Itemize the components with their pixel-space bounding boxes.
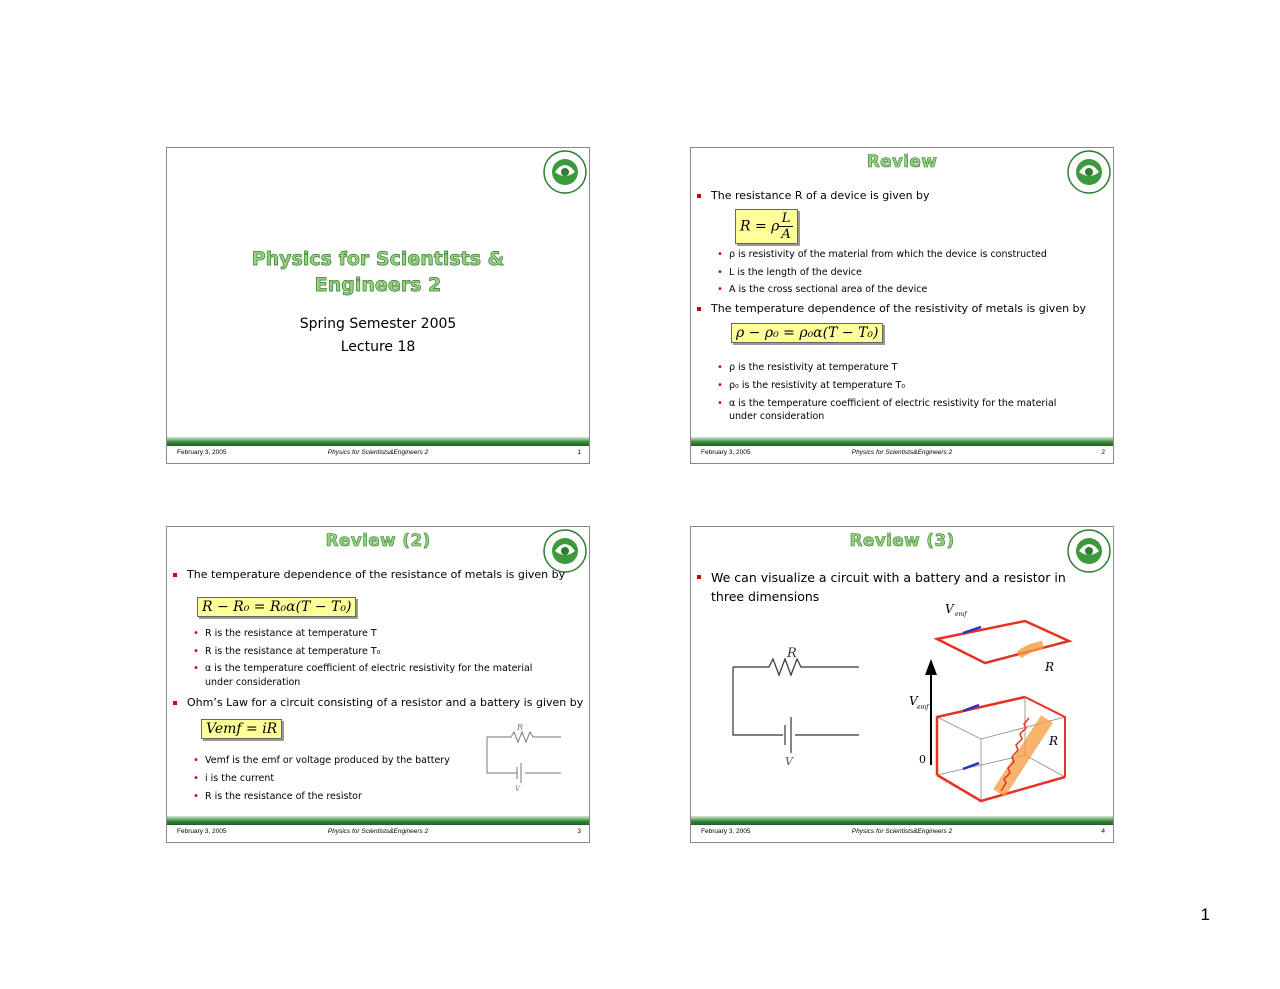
bullet: The temperature dependence of the resistance of metals is given by	[173, 568, 565, 582]
department-logo-icon	[543, 150, 587, 194]
slide-footer	[167, 816, 589, 842]
sub-bullet: • R is the resistance at temperature T	[193, 627, 377, 640]
footer-date: February 3, 2005	[177, 828, 227, 835]
circuit-3d-diagram	[901, 597, 1091, 812]
footer-course: Physics for Scientists&Engineers 2	[851, 828, 953, 835]
footer-band	[691, 437, 1113, 446]
footer-band	[167, 437, 589, 446]
formula-resistivity: ρ − ρ₀ = ρ₀α(T − T₀)	[731, 323, 883, 343]
bullet-continued: three dimensions	[711, 589, 820, 604]
top-R-label: R	[1045, 660, 1055, 674]
slide-footer	[691, 816, 1113, 842]
footer-course: Physics for Scientists&Engineers 2	[327, 828, 429, 835]
slide-1	[166, 147, 590, 464]
footer-band	[167, 816, 589, 825]
slide-number: 1	[577, 449, 581, 456]
slide-footer	[691, 437, 1113, 463]
footer-date: February 3, 2005	[177, 449, 227, 456]
sub-bullet: • ρ is the resistivity at temperature T	[717, 361, 897, 374]
sub-bullet: • ρ is resistivity of the material from which the device is constructed	[717, 248, 1047, 261]
slide-number: 2	[1101, 449, 1105, 456]
sub-bullet: • Vemf is the emf or voltage produced by the battery	[193, 754, 450, 767]
sub-bullet: • R is the resistance of the resistor	[193, 790, 362, 803]
axis-emf-label: emf	[917, 704, 929, 711]
slide-number: 4	[1101, 828, 1105, 835]
small-circuit-V-label: V	[515, 785, 521, 793]
footer-band	[691, 816, 1113, 825]
formula-ohms-law: Vemf = iR	[201, 719, 282, 739]
sub-bullet-continued: under consideration	[205, 677, 301, 688]
slide-title: Review (3)	[849, 531, 955, 551]
footer-date: February 3, 2005	[701, 828, 751, 835]
formula-resistance: R = ρ $\frac{L}{A}$	[735, 209, 798, 244]
sub-bullet: • R is the resistance at temperature T₀	[193, 645, 381, 658]
bullet: Ohm’s Law for a circuit consisting of a resistor and a battery is given by	[173, 696, 583, 710]
sub-bullet: • ρ₀ is the resistivity at temperature T₀	[717, 379, 905, 392]
title-line-2: Engineers 2	[314, 274, 442, 296]
page-number: 1	[1200, 905, 1210, 924]
bullet: The temperature dependence of the resistivity of metals is given by	[697, 302, 1086, 316]
slide-3	[166, 526, 590, 843]
small-circuit-diagram	[483, 723, 563, 793]
slide-number: 3	[577, 828, 581, 835]
footer-course: Physics for Scientists&Engineers 2	[851, 449, 953, 456]
slide-4	[690, 526, 1114, 843]
top-V-label: V	[945, 602, 954, 616]
sub-bullet: • i is the current	[193, 772, 274, 785]
slide-title: Review	[866, 152, 938, 172]
circuit-2d-diagram	[729, 645, 861, 775]
slide-2	[690, 147, 1114, 464]
sub-bullet: • A is the cross sectional area of the device	[717, 283, 927, 296]
circuit-2d-R-label: R	[787, 646, 797, 661]
slide-footer	[167, 437, 589, 463]
axis-zero-label: 0	[919, 753, 926, 766]
formula-resistance-temp: R − R₀ = R₀α(T − T₀)	[197, 597, 356, 617]
bullet: The resistance R of a device is given by	[697, 189, 930, 203]
sub-bullet: • L is the length of the device	[717, 266, 862, 279]
sub-bullet: • α is the temperature coefficient of electric resistivity for the material	[717, 397, 1056, 410]
footer-course: Physics for Scientists&Engineers 2	[327, 449, 429, 456]
sub-bullet-continued: under consideration	[729, 411, 825, 422]
title-line-1: Physics for Scientists &	[251, 248, 505, 270]
cube-R-label: R	[1049, 734, 1059, 748]
semester: Spring Semester 2005	[299, 316, 457, 332]
lecture: Lecture 18	[340, 339, 416, 355]
footer-date: February 3, 2005	[701, 449, 751, 456]
slide-title: Review (2)	[325, 531, 431, 551]
axis-V-label: V	[909, 694, 918, 708]
top-emf-label: emf	[955, 611, 967, 618]
bullet: We can visualize a circuit with a battery and a resistor in	[697, 570, 1066, 586]
sub-bullet: • α is the temperature coefficient of electric resistivity for the material	[193, 662, 532, 675]
circuit-2d-V-label: V	[785, 755, 793, 768]
small-circuit-R-label: R	[517, 723, 524, 732]
